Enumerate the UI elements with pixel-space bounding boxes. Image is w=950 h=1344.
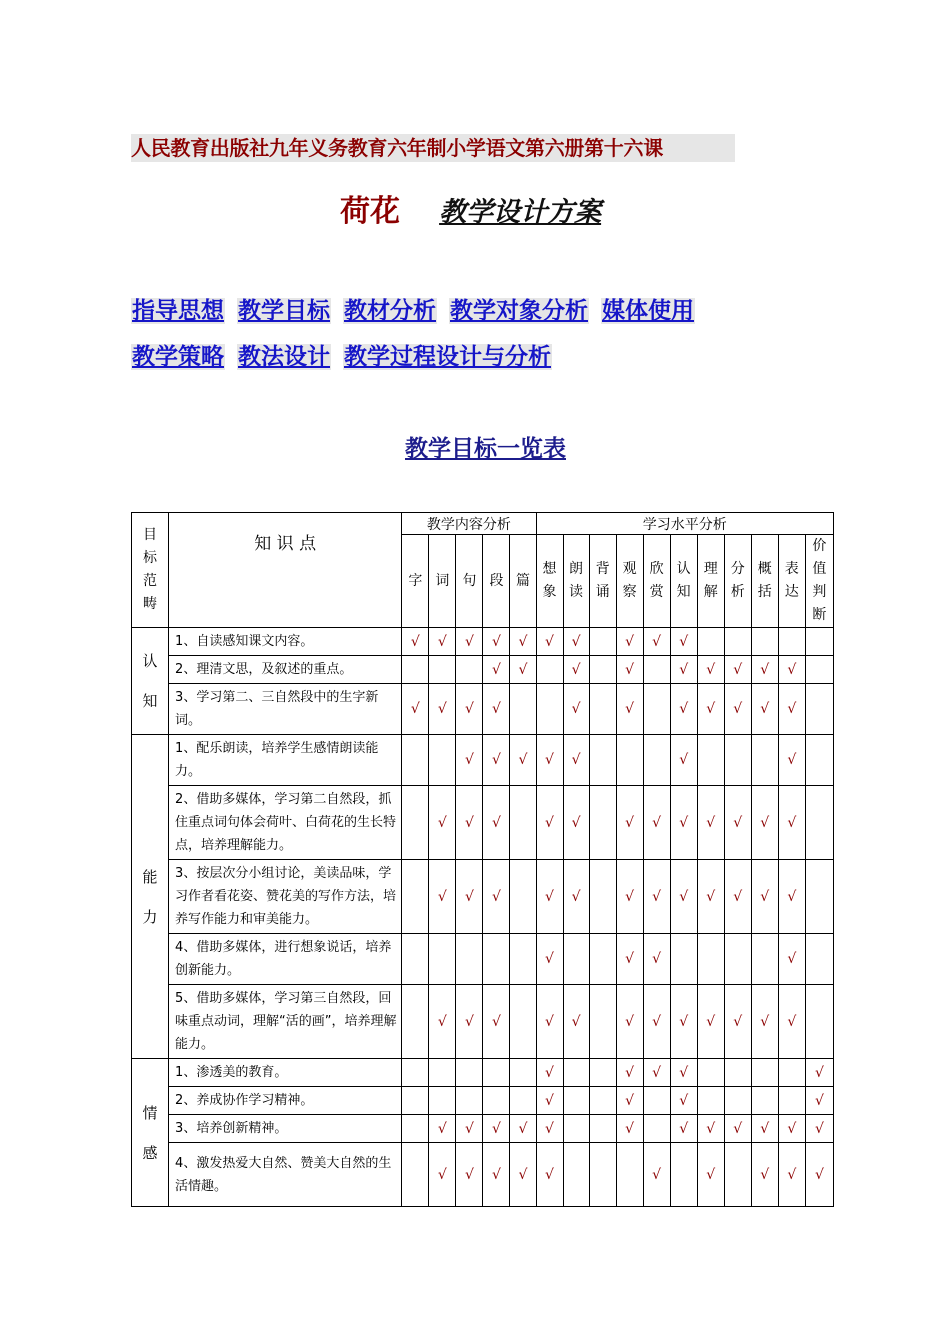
subheader-15: 价 值 判 断	[805, 535, 833, 628]
empty-cell	[483, 934, 510, 985]
check-mark: √	[778, 985, 805, 1059]
empty-cell	[724, 1143, 751, 1207]
empty-cell	[589, 786, 616, 860]
check-mark: √	[536, 1143, 563, 1207]
empty-cell	[751, 1087, 778, 1115]
table-row	[132, 656, 834, 684]
check-mark: √	[483, 860, 510, 934]
design-plan-subtitle: 教学设计方案	[439, 197, 602, 228]
empty-cell	[589, 1087, 616, 1115]
check-mark: √	[563, 786, 589, 860]
empty-cell	[670, 934, 697, 985]
empty-cell	[805, 860, 833, 934]
check-mark: √	[778, 934, 805, 985]
check-mark: √	[805, 1115, 833, 1143]
check-mark: √	[751, 860, 778, 934]
check-mark: √	[778, 735, 805, 786]
empty-cell	[510, 860, 536, 934]
empty-cell	[402, 1059, 429, 1087]
empty-cell	[670, 1143, 697, 1207]
empty-cell	[429, 1059, 456, 1087]
empty-cell	[697, 1087, 724, 1115]
page-title	[340, 186, 601, 230]
empty-cell	[589, 656, 616, 684]
empty-cell	[510, 1087, 536, 1115]
empty-cell	[751, 934, 778, 985]
empty-cell	[483, 1087, 510, 1115]
empty-cell	[724, 1087, 751, 1115]
nav-link-media-use[interactable]: 媒体使用	[602, 298, 694, 324]
lesson-title: 荷花	[340, 194, 400, 229]
table-row	[132, 860, 834, 934]
check-mark: √	[643, 985, 670, 1059]
empty-cell	[778, 628, 805, 656]
check-mark: √	[536, 860, 563, 934]
empty-cell	[589, 1143, 616, 1207]
check-mark: √	[563, 628, 589, 656]
empty-cell	[402, 656, 429, 684]
knowledge-point: 1、配乐朗读，培养学生感情朗读能力。	[169, 735, 402, 786]
empty-cell	[805, 735, 833, 786]
check-mark: √	[778, 684, 805, 735]
check-mark: √	[456, 735, 483, 786]
check-mark: √	[805, 1087, 833, 1115]
empty-cell	[805, 656, 833, 684]
check-mark: √	[483, 1115, 510, 1143]
check-mark: √	[563, 860, 589, 934]
check-mark: √	[536, 1115, 563, 1143]
check-mark: √	[616, 985, 643, 1059]
table-row	[132, 1059, 834, 1087]
empty-cell	[589, 1115, 616, 1143]
empty-cell	[402, 1115, 429, 1143]
empty-cell	[805, 684, 833, 735]
check-mark: √	[510, 628, 536, 656]
check-mark: √	[670, 1059, 697, 1087]
empty-cell	[429, 1087, 456, 1115]
check-mark: √	[670, 628, 697, 656]
subheader-5: 想 象	[536, 535, 563, 628]
subheader-14: 表 达	[778, 535, 805, 628]
knowledge-point: 4、激发热爱大自然、赞美大自然的生活情趣。	[169, 1143, 402, 1207]
check-mark: √	[643, 1143, 670, 1207]
check-mark: √	[751, 1143, 778, 1207]
knowledge-point: 3、培养创新精神。	[169, 1115, 402, 1143]
check-mark: √	[429, 628, 456, 656]
empty-cell	[402, 1143, 429, 1207]
goals-table	[131, 512, 834, 1207]
empty-cell	[589, 985, 616, 1059]
check-mark: √	[456, 1115, 483, 1143]
check-mark: √	[697, 1143, 724, 1207]
check-mark: √	[510, 735, 536, 786]
check-mark: √	[456, 628, 483, 656]
check-mark: √	[429, 684, 456, 735]
check-mark: √	[670, 860, 697, 934]
check-mark: √	[483, 735, 510, 786]
subheader-10: 认 知	[670, 535, 697, 628]
table-row	[132, 735, 834, 786]
check-mark: √	[670, 656, 697, 684]
empty-cell	[697, 628, 724, 656]
table-row	[132, 786, 834, 860]
check-mark: √	[429, 860, 456, 934]
check-mark: √	[563, 735, 589, 786]
check-mark: √	[429, 786, 456, 860]
subheader-11: 理 解	[697, 535, 724, 628]
check-mark: √	[643, 628, 670, 656]
check-mark: √	[805, 1143, 833, 1207]
check-mark: √	[483, 656, 510, 684]
check-mark: √	[616, 860, 643, 934]
empty-cell	[805, 985, 833, 1059]
check-mark: √	[751, 985, 778, 1059]
empty-cell	[778, 1087, 805, 1115]
nav-link-material-analysis[interactable]: 教材分析	[344, 298, 436, 324]
check-mark: √	[724, 860, 751, 934]
empty-cell	[510, 684, 536, 735]
nav-links-row-1	[131, 292, 707, 325]
check-mark: √	[536, 786, 563, 860]
check-mark: √	[483, 1143, 510, 1207]
nav-link-teaching-strategy[interactable]: 教学策略	[132, 344, 224, 370]
check-mark: √	[483, 628, 510, 656]
empty-cell	[510, 786, 536, 860]
table-row	[132, 684, 834, 735]
check-mark: √	[643, 1059, 670, 1087]
check-mark: √	[616, 1087, 643, 1115]
check-mark: √	[429, 1143, 456, 1207]
check-mark: √	[697, 1115, 724, 1143]
check-mark: √	[616, 628, 643, 656]
empty-cell	[563, 1087, 589, 1115]
nav-links-row-2	[131, 338, 564, 371]
empty-cell	[563, 934, 589, 985]
check-mark: √	[697, 860, 724, 934]
knowledge-point: 1、自读感知课文内容。	[169, 628, 402, 656]
check-mark: √	[724, 985, 751, 1059]
check-mark: √	[778, 656, 805, 684]
check-mark: √	[616, 684, 643, 735]
check-mark: √	[563, 656, 589, 684]
check-mark: √	[536, 735, 563, 786]
check-mark: √	[670, 735, 697, 786]
subheader-7: 背 诵	[589, 535, 616, 628]
empty-cell	[429, 656, 456, 684]
empty-cell	[724, 628, 751, 656]
category-label: 能 力	[132, 735, 169, 1059]
subheader-6: 朗 读	[563, 535, 589, 628]
check-mark: √	[456, 684, 483, 735]
empty-cell	[724, 934, 751, 985]
header-knowledge-point: 知 识 点	[169, 513, 402, 628]
check-mark: √	[483, 985, 510, 1059]
empty-cell	[751, 1059, 778, 1087]
check-mark: √	[724, 656, 751, 684]
empty-cell	[751, 628, 778, 656]
check-mark: √	[724, 1115, 751, 1143]
check-mark: √	[536, 985, 563, 1059]
empty-cell	[402, 735, 429, 786]
empty-cell	[643, 1115, 670, 1143]
check-mark: √	[751, 656, 778, 684]
knowledge-point: 2、养成协作学习精神。	[169, 1087, 402, 1115]
table-title: 教学目标一览表	[405, 436, 566, 462]
knowledge-point: 5、借助多媒体，学习第三自然段，回味重点动词，理解“活的画”，培养理解能力。	[169, 985, 402, 1059]
knowledge-point: 3、按层次分小组讨论，美读品味，学习作者看花姿、赞花美的写作方法，培养写作能力和审美能力。	[169, 860, 402, 934]
table-row	[132, 628, 834, 656]
table-row	[132, 985, 834, 1059]
check-mark: √	[670, 1115, 697, 1143]
check-mark: √	[563, 985, 589, 1059]
empty-cell	[643, 656, 670, 684]
empty-cell	[805, 628, 833, 656]
course-header: 人民教育出版社九年义务教育六年制小学语文第六册第十六课	[131, 134, 735, 162]
check-mark: √	[670, 1087, 697, 1115]
check-mark: √	[402, 684, 429, 735]
empty-cell	[536, 656, 563, 684]
empty-cell	[402, 860, 429, 934]
empty-cell	[510, 934, 536, 985]
check-mark: √	[643, 786, 670, 860]
check-mark: √	[510, 656, 536, 684]
empty-cell	[805, 934, 833, 985]
header-goal-category: 目 标 范 畴	[132, 513, 169, 628]
knowledge-point: 3、学习第二、三自然段中的生字新词。	[169, 684, 402, 735]
empty-cell	[563, 1115, 589, 1143]
check-mark: √	[697, 656, 724, 684]
subheader-4: 篇	[510, 535, 536, 628]
empty-cell	[429, 735, 456, 786]
empty-cell	[724, 1059, 751, 1087]
empty-cell	[643, 1087, 670, 1115]
knowledge-point: 1、渗透美的教育。	[169, 1059, 402, 1087]
empty-cell	[456, 656, 483, 684]
empty-cell	[563, 1143, 589, 1207]
empty-cell	[724, 735, 751, 786]
check-mark: √	[536, 934, 563, 985]
check-mark: √	[563, 684, 589, 735]
nav-link-teaching-goals[interactable]: 教学目标	[238, 298, 330, 324]
check-mark: √	[456, 860, 483, 934]
check-mark: √	[697, 985, 724, 1059]
table-row	[132, 934, 834, 985]
empty-cell	[778, 1059, 805, 1087]
category-label: 情 感	[132, 1059, 169, 1207]
empty-cell	[456, 934, 483, 985]
check-mark: √	[643, 860, 670, 934]
check-mark: √	[616, 1059, 643, 1087]
empty-cell	[589, 735, 616, 786]
check-mark: √	[724, 684, 751, 735]
check-mark: √	[643, 934, 670, 985]
nav-link-method-design[interactable]: 教法设计	[238, 344, 330, 370]
subheader-8: 观 察	[616, 535, 643, 628]
empty-cell	[589, 1059, 616, 1087]
check-mark: √	[751, 1115, 778, 1143]
subheader-13: 概 括	[751, 535, 778, 628]
check-mark: √	[778, 786, 805, 860]
table-row	[132, 1143, 834, 1207]
check-mark: √	[456, 1143, 483, 1207]
check-mark: √	[456, 985, 483, 1059]
check-mark: √	[536, 1087, 563, 1115]
empty-cell	[751, 735, 778, 786]
empty-cell	[589, 934, 616, 985]
check-mark: √	[483, 786, 510, 860]
check-mark: √	[616, 1115, 643, 1143]
check-mark: √	[510, 1143, 536, 1207]
knowledge-point: 2、借助多媒体，学习第二自然段，抓住重点词句体会荷叶、白荷花的生长特点，培养理解能力。	[169, 786, 402, 860]
check-mark: √	[805, 1059, 833, 1087]
check-mark: √	[402, 628, 429, 656]
check-mark: √	[670, 985, 697, 1059]
empty-cell	[643, 735, 670, 786]
check-mark: √	[429, 985, 456, 1059]
empty-cell	[456, 1059, 483, 1087]
empty-cell	[805, 786, 833, 860]
empty-cell	[402, 1087, 429, 1115]
check-mark: √	[724, 786, 751, 860]
header-level-analysis: 学习水平分析	[536, 513, 834, 535]
table-row	[132, 1115, 834, 1143]
check-mark: √	[670, 786, 697, 860]
check-mark: √	[697, 684, 724, 735]
empty-cell	[697, 735, 724, 786]
nav-link-process-design[interactable]: 教学过程设计与分析	[344, 344, 551, 370]
knowledge-point: 2、理清文思，及叙述的重点。	[169, 656, 402, 684]
header-content-analysis: 教学内容分析	[402, 513, 536, 535]
empty-cell	[402, 934, 429, 985]
empty-cell	[589, 628, 616, 656]
subheader-2: 句	[456, 535, 483, 628]
check-mark: √	[429, 1115, 456, 1143]
empty-cell	[589, 860, 616, 934]
table-row	[132, 1087, 834, 1115]
empty-cell	[456, 1087, 483, 1115]
subheader-1: 词	[429, 535, 456, 628]
check-mark: √	[670, 684, 697, 735]
check-mark: √	[778, 860, 805, 934]
empty-cell	[697, 1059, 724, 1087]
empty-cell	[483, 1059, 510, 1087]
check-mark: √	[616, 934, 643, 985]
empty-cell	[643, 684, 670, 735]
empty-cell	[563, 1059, 589, 1087]
check-mark: √	[751, 684, 778, 735]
subheader-12: 分 析	[724, 535, 751, 628]
empty-cell	[616, 735, 643, 786]
check-mark: √	[536, 628, 563, 656]
nav-link-guiding-thought[interactable]: 指导思想	[132, 298, 224, 324]
empty-cell	[402, 985, 429, 1059]
empty-cell	[536, 684, 563, 735]
empty-cell	[589, 684, 616, 735]
check-mark: √	[697, 786, 724, 860]
empty-cell	[697, 934, 724, 985]
subheader-9: 欣 赏	[643, 535, 670, 628]
check-mark: √	[616, 656, 643, 684]
check-mark: √	[751, 786, 778, 860]
knowledge-point: 4、借助多媒体，进行想象说话，培养创新能力。	[169, 934, 402, 985]
subheader-0: 字	[402, 535, 429, 628]
check-mark: √	[510, 1115, 536, 1143]
check-mark: √	[616, 786, 643, 860]
empty-cell	[510, 985, 536, 1059]
empty-cell	[510, 1059, 536, 1087]
empty-cell	[429, 934, 456, 985]
empty-cell	[616, 1143, 643, 1207]
check-mark: √	[778, 1143, 805, 1207]
category-label: 认 知	[132, 628, 169, 735]
check-mark: √	[483, 684, 510, 735]
empty-cell	[402, 786, 429, 860]
check-mark: √	[456, 786, 483, 860]
nav-link-learner-analysis[interactable]: 教学对象分析	[450, 298, 588, 324]
subheader-3: 段	[483, 535, 510, 628]
check-mark: √	[536, 1059, 563, 1087]
check-mark: √	[778, 1115, 805, 1143]
